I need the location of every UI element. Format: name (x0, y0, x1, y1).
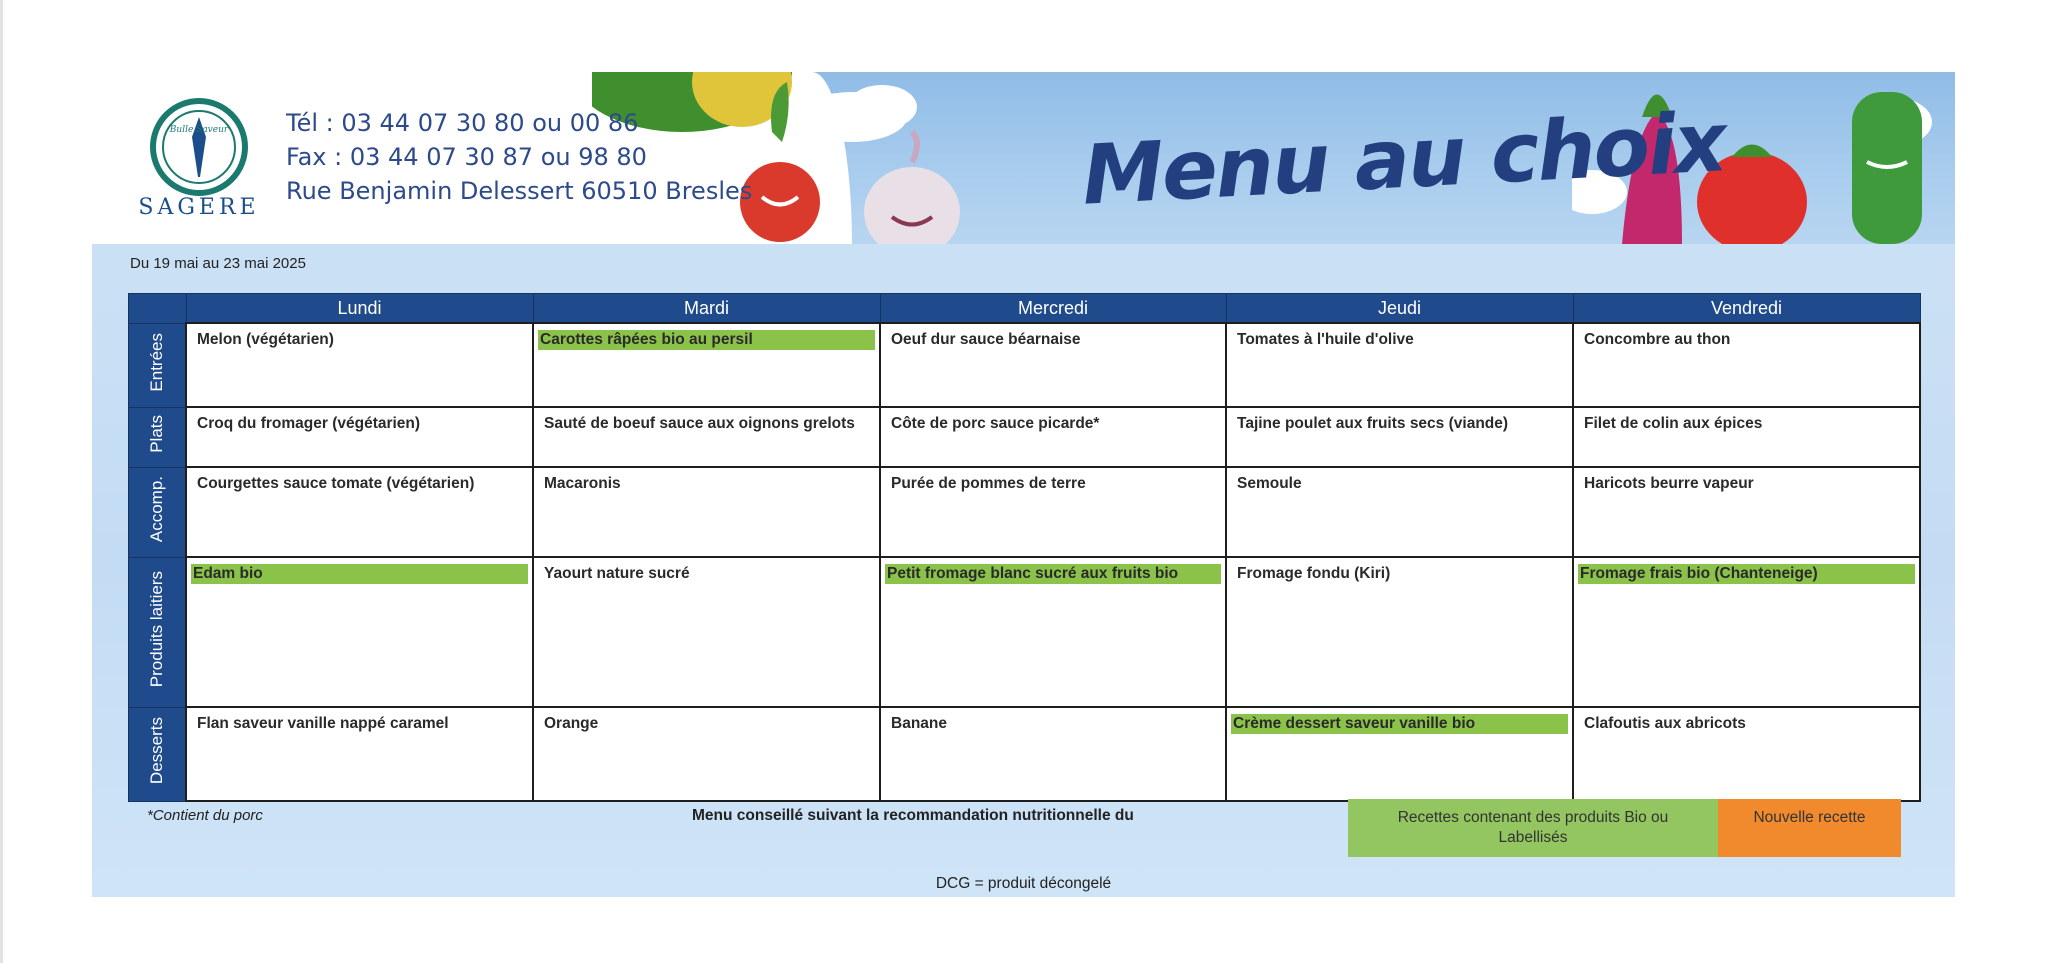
course-label (129, 407, 187, 467)
dish-name: Oeuf dur sauce béarnaise (891, 331, 1081, 348)
dish-name: Banane (891, 715, 947, 732)
day-header: Mardi (533, 294, 880, 324)
menu-cell (1226, 323, 1573, 407)
dish-name: Orange (544, 715, 599, 732)
logo-wordmark: SAGERE (138, 195, 260, 220)
menu-cell (1226, 707, 1573, 801)
menu-cell (533, 467, 880, 557)
dish-name: Filet de colin aux épices (1584, 415, 1763, 432)
menu-cell (880, 467, 1226, 557)
date-range: Du 19 mai au 23 mai 2025 (130, 255, 306, 272)
legend-new-recipe (1718, 799, 1901, 857)
menu-row (129, 707, 1921, 801)
day-header: Lundi (186, 294, 533, 324)
dish-name: Melon (végétarien) (197, 331, 334, 348)
dish-name: Tomates à l'huile d'olive (1237, 331, 1414, 348)
dish-name-bio: Crème dessert saveur vanille bio (1231, 714, 1568, 734)
menu-cell (533, 407, 880, 467)
menu-cell (1573, 407, 1920, 467)
menu-cell (186, 407, 533, 467)
course-label-text: Produits laitiers (147, 570, 166, 688)
menu-cell (880, 407, 1226, 467)
logo-tagline: Bulle Saveur (169, 125, 229, 135)
legend-new-label: Nouvelle recette (1753, 809, 1866, 826)
menu-cell (1573, 323, 1920, 407)
dish-name: Tajine poulet aux fruits secs (viande) (1237, 415, 1509, 432)
address: Rue Benjamin Delessert 60510 Bresles (286, 177, 753, 205)
dish-name: Côte de porc sauce picarde* (891, 415, 1100, 432)
dish-name: Purée de pommes de terre (891, 475, 1086, 492)
menu-cell (1573, 557, 1920, 707)
menu-cell (533, 323, 880, 407)
course-label (129, 707, 187, 801)
contact-block (286, 106, 752, 208)
dish-name: Macaronis (544, 475, 621, 492)
course-label-text: Entrées (147, 332, 166, 392)
dish-name: Fromage fondu (Kiri) (1237, 565, 1391, 582)
menu-cell (1226, 467, 1573, 557)
menu-cell (880, 707, 1226, 801)
menu-cell (186, 557, 533, 707)
dish-name: Yaourt nature sucré (544, 565, 690, 582)
menu-row (129, 557, 1921, 707)
dish-name: Haricots beurre vapeur (1584, 475, 1754, 492)
course-label (129, 557, 187, 707)
course-label (129, 467, 187, 557)
day-header: Vendredi (1573, 294, 1920, 324)
dcg-note: DCG = produit décongelé (935, 875, 1112, 892)
dish-name-bio: Carottes râpées bio au persil (538, 330, 875, 350)
table-corner (129, 294, 187, 324)
dish-name-bio: Edam bio (191, 564, 528, 584)
sagere-logo (134, 92, 264, 222)
day-header-row (129, 294, 1921, 324)
menu-cell (1226, 407, 1573, 467)
course-label-text: Desserts (147, 717, 166, 785)
dish-name: Concombre au thon (1584, 331, 1731, 348)
menu-row (129, 323, 1921, 407)
menu-row (129, 407, 1921, 467)
phone-number: Tél : 03 44 07 30 80 ou 00 86 (286, 109, 639, 137)
menu-cell (533, 707, 880, 801)
menu-cell (533, 557, 880, 707)
course-label-text: Plats (147, 415, 166, 453)
dish-name: Croq du fromager (végétarien) (197, 415, 421, 432)
legend-bio (1348, 799, 1718, 857)
dish-name-bio: Petit fromage blanc sucré aux fruits bio (885, 564, 1221, 584)
menu-title: Menu au choix (1079, 95, 1728, 224)
legend-bio-label: Recettes contenant des produits Bio ou Labellisés (1397, 809, 1669, 846)
menu-cell (1573, 467, 1920, 557)
menu-table (128, 293, 1921, 802)
dish-name: Semoule (1237, 475, 1302, 492)
menu-cell (186, 707, 533, 801)
menu-cell (880, 557, 1226, 707)
course-label (129, 323, 187, 407)
nutrition-recommendation: Menu conseillé suivant la recommandation nutritionnelle du (692, 807, 1134, 824)
menu-sheet (92, 72, 1955, 897)
dish-name: Clafoutis aux abricots (1584, 715, 1746, 732)
day-header: Jeudi (1226, 294, 1573, 324)
menu-cell (186, 467, 533, 557)
pork-note: *Contient du porc (147, 807, 263, 824)
menu-row (129, 467, 1921, 557)
menu-cell (1226, 557, 1573, 707)
menu-cell (186, 323, 533, 407)
header-banner (92, 72, 1955, 244)
course-label-text: Accomp. (147, 475, 166, 543)
menu-cell (1573, 707, 1920, 801)
menu-cell (880, 323, 1226, 407)
dish-name: Flan saveur vanille nappé caramel (197, 715, 449, 732)
page-edge (0, 0, 3, 963)
fax-number: Fax : 03 44 07 30 87 ou 98 80 (286, 143, 647, 171)
dish-name-bio: Fromage frais bio (Chanteneige) (1578, 564, 1915, 584)
dish-name: Courgettes sauce tomate (végétarien) (197, 475, 475, 492)
day-header: Mercredi (880, 294, 1226, 324)
dish-name: Sauté de boeuf sauce aux oignons grelots (544, 415, 855, 432)
